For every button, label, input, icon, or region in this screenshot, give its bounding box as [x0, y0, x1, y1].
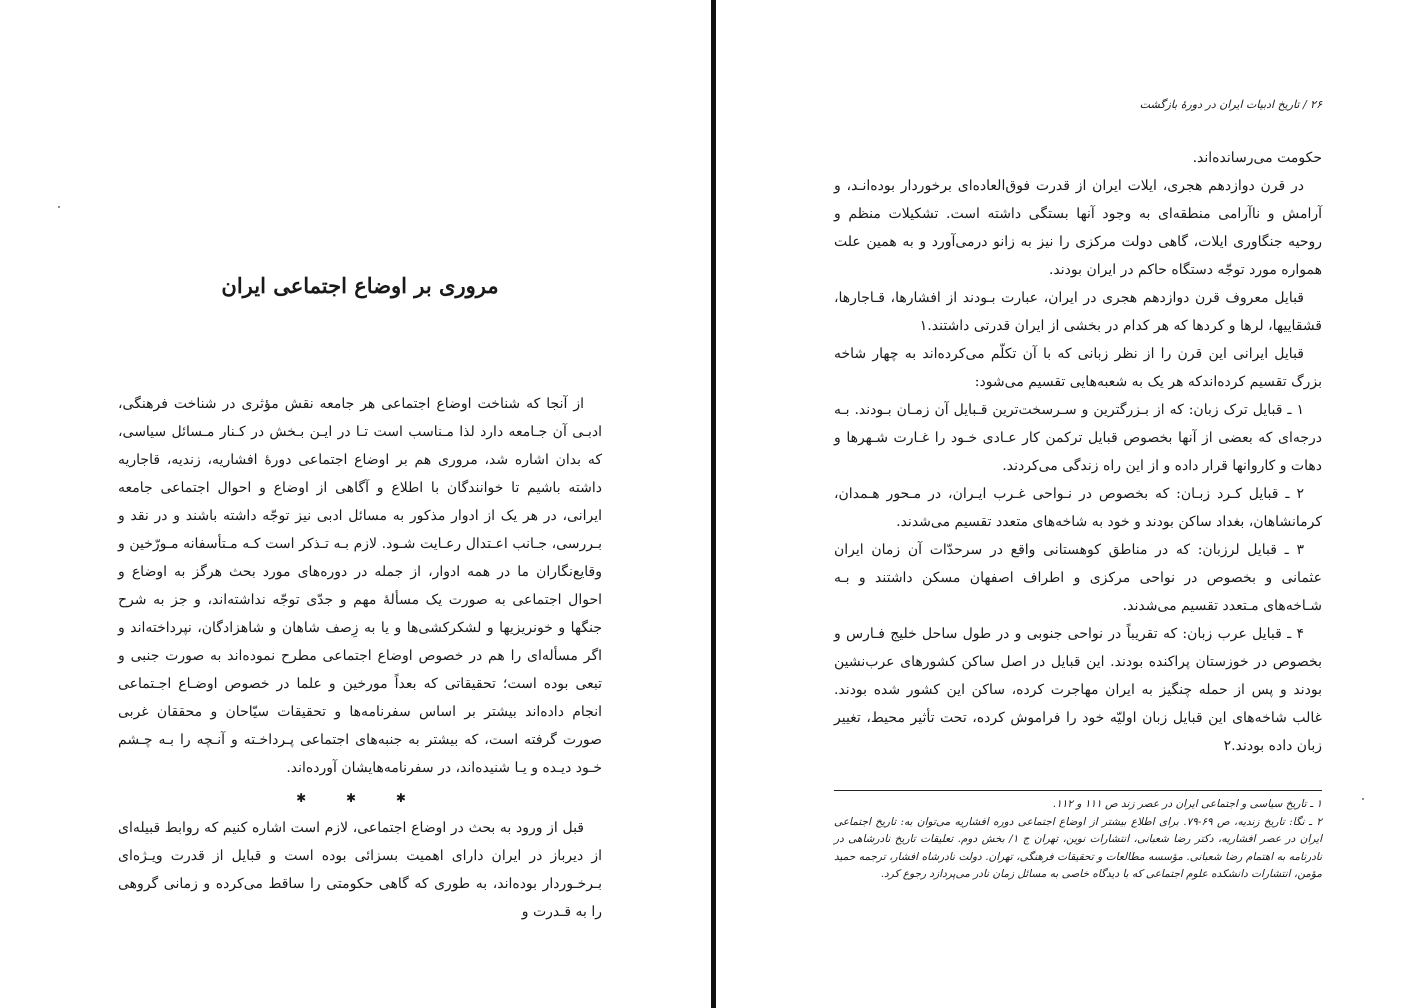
body-paragraph: ۱ ـ قبایل ترک زبان: که از بـزرگترین و سـرسخت‌ترین قـبایل آن زمـان بـودند. بـه درجه‌ای که بعضی از آنها بخصوص قبایل ترکمن کار عـادی خـود را غـارت شـهرها و دهات و کاروانها قرار داده و از این راه زندگی می‌کردند.: [834, 402, 1322, 474]
body-paragraph: ۳ ـ قبایل لرزبان: که در مناطق کوهستانی واقع در سرحدّات آن زمان ایران عثمانی و بخصوص در نواحی مرکزی و اطراف اصفهان مسکن داشتند و بـه شـاخه‌های مـتعدد تقسیم می‌شدند.: [834, 542, 1322, 614]
footnotes: [834, 796, 1322, 884]
body-paragraph: حکومت می‌رسانده‌اند.: [1192, 150, 1322, 166]
section-separator: ✱ ✱ ✱: [296, 791, 424, 805]
body-paragraph: ۲ ـ قبایل کـرد زبـان: که بخصوص در نـواحی غـرب ایـران، در مـحور هـمدان، کرمانشاهان، بغداد ساکن بودند و خود به شاخه‌های متعدد تقسیم می‌شدند.: [834, 486, 1322, 530]
right-page-body: [834, 144, 1322, 760]
footnote: ۱ ـ تاریخ سیاسی و اجتماعی ایران در عصر زند ص ۱۱۱ و ۱۱۲.: [1052, 798, 1322, 810]
footnote-rule: [834, 790, 1322, 791]
chapter-title: مروری بر اوضاع اجتماعی ایران: [221, 273, 499, 298]
body-paragraph: ۴ ـ قبایل عرب زبان: که تقریباً در نواحی جنوبی و در طول ساحل خلیج فـارس و بخصوص در خوزستان پراکنده بودند. این قبایل در اصل ساکن کشورهای عرب‌نشین بودند و پس از حمله چنگیز به ایران مهاجرت کرده، ساکن این کشور شده بودند. غالب شاخه‌های این قبایل زبان اولیّه خود را فراموش کرده، تحت تأثیر محیط، تغییر زبان داده بودند.۲: [834, 626, 1322, 754]
body-paragraph: قبل از ورود به بحث در اوضاع اجتماعی، لازم است اشاره کنیم که روابط قبیله‌ای از دیرباز در ایران دارای اهمیت بسزائی بوده است و قبایل از قدرت ویـژه‌ای بـرخـوردار بوده‌اند، به طوری که گاهی حکومتی را ساقط می‌کرده و زمانی گروهی را به قـدرت و: [118, 820, 602, 920]
body-paragraph: از آنجا که شناخت اوضاع اجتماعی هر جامعه نقش مؤثری در شناخت فرهنگی، ادبـی آن جـامعه دارد لذا مـناسب است تـا در ایـن بـخش در کـنار مـسائل سیاسی، که بدان اشاره شد، مروری هم بر اوضاع اجتماعی دورهٔ افشاریه، زندیه، قاجاریه داشته باشیم تا خوانندگان با اطلاع و آگاهی از اوضاع و احوال اجتماعی جامعه ایرانی، در هر یک از ادوار مذکور به مسائل ادبی نیز توجّه داشته باشند و در نقد و بـررسی، جـانب اعـتدال رعـایت شـود. لازم بـه تـذکر است کـه مـتأسفانه مـورّخین و وقایع‌نگاران ما در همه ادوار، از جمله در دوره‌های مورد بحث هرگز به اوضاع و احوال اجتماعی به صورت یک مسألهٔ مهم و جدّی توجّه نداشته‌اند، و جز به شرح جنگها و خونریزیها و لشکرکشی‌ها و یا به زِصف شاهان و شاهزادگان، نپرداخته‌اند و اگر مسأله‌ای را هم در خصوص اوضاع اجتماعی مطرح نموده‌اند به صورت جنبی و تبعی بوده است؛ تحقیقاتی که بعداً مورخین و علما در خصوص اوضـاع اجـتماعی انجام داده‌اند بیشتر بر اساس سفرنامه‌ها و تحقیقات سیّاحان و محققان غربی صورت گرفته است، که بیشتر به جنبه‌های اجتماعی پـرداخـته و آنـچه را بـه چـشم خـود دیـده و یـا شنیده‌اند، در سفرنامه‌هایشان آورده‌اند.: [118, 396, 602, 776]
body-paragraph: قبایل معروف قرن دوازدهم هجری در ایران، عبارت بـودند از افشارها، قـاجارها، قشقاییها، لرها و کردها که هر کدام در بخشی از ایران قدرتی داشتند.۱: [834, 290, 1322, 334]
scan-speck: [1362, 798, 1364, 800]
body-paragraph: قبایل ایرانی این قرن را از نظر زبانی که با آن تکلّم می‌کرده‌اند به چهار شاخه بزرگ تقسیم کرده‌اندکه هر یک به شعبه‌هایی تقسیم می‌شود:: [834, 346, 1322, 390]
footnote: ۲ ـ نگا: تاریخ زندیه، ص ۶۹-۷۹. برای اطلاع بیشتر از اوضاع اجتماعی دوره افشاریه می‌توان به: تاریخ اجتماعی ایران در عصر افشاریه، دکتر رضا شعبانی، انتشارات نوین، تهران ج ۱/ بخش دوم. تعلیقات تاریخ نادرشاهی در نادرنامه به اهتمام رضا شعبانی. مؤسسه مطالعات و تحقیقات فرهنگی، تهران. دولت نادرشاه افشار، ترجمه حمید مؤمن، انتشارات دانشکده علوم اجتماعی که با دیدگاه خاصی به مسائل زمان نادر می‌پردازد رجوع کرد.: [834, 815, 1322, 881]
running-head: ۲۶ / تاریخ ادبیات ایران در دورهٔ بازگشت: [1139, 98, 1322, 111]
body-paragraph: در قرن دوازدهم هجری، ایلات ایران از قدرت فوق‌العاده‌ای برخوردار بوده‌انـد، و آرامش و ناآرامی منطقه‌ای به وجود آنها بستگی داشته است. تشکیلات منظم و روحیه جنگاوری ایلات، گاهی دولت مرکزی را نیز به زانو درمی‌آورد و به همین علت همواره مورد توجّه دستگاه حاکم در ایران بودند.: [834, 178, 1322, 278]
